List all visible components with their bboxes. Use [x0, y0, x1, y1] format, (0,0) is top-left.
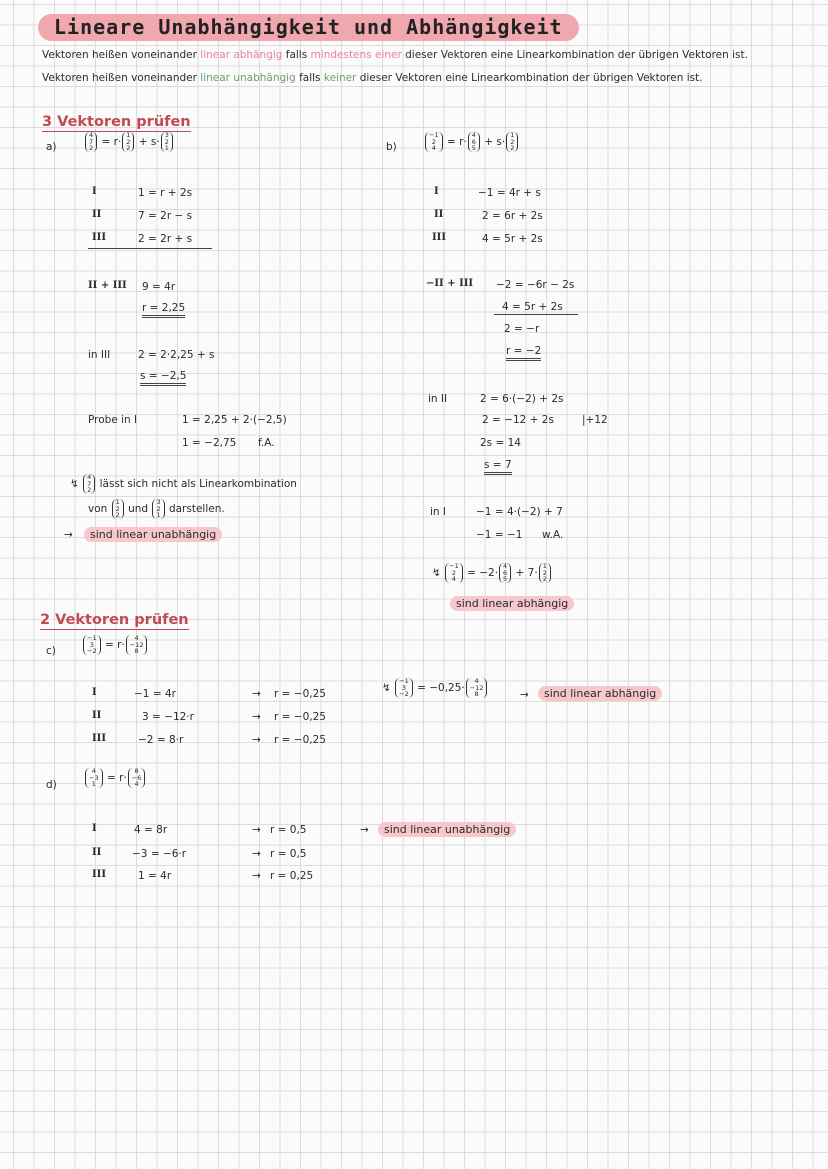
step-label: in I [430, 506, 447, 518]
intro-text: falls [295, 72, 324, 84]
arrow-icon: → [252, 734, 261, 746]
vector: 4 −12 8 [466, 678, 488, 698]
equation: 2 = −r [504, 323, 540, 335]
equation: −2 = 8·r [138, 734, 184, 746]
equation: 1 = r + 2s [138, 187, 193, 199]
arrow-icon: → [252, 848, 261, 860]
row-label: I [92, 687, 97, 698]
scalar-r: = r· [104, 638, 125, 651]
equation-result: r = −0,25 [274, 711, 326, 723]
step-label: in III [88, 349, 111, 361]
scalar-s: + s· [484, 135, 506, 148]
probe-label: Probe in I [88, 414, 138, 426]
row-label: III [432, 232, 447, 243]
vector: 1 2 2 [122, 132, 134, 152]
arrow-icon: → [252, 688, 261, 700]
equation: 2 = 2r + s [138, 233, 193, 245]
equation: 2 = 6r + 2s [482, 210, 543, 222]
equation-result: r = 0,5 [270, 848, 307, 860]
conclusion-a-line2 [88, 499, 225, 519]
verdict: w.A. [542, 529, 564, 541]
scalar-r: r· [459, 135, 467, 148]
task-a-equation [84, 132, 174, 152]
scalar-r: r· [113, 135, 122, 148]
row-label: III [92, 733, 107, 744]
equation-result: r = −0,25 [274, 688, 326, 700]
row-label: I [92, 823, 97, 834]
vector: −1 2 4 [425, 132, 443, 152]
equation: −2 = −6r − 2s [496, 279, 575, 291]
vector: 4 −12 8 [126, 635, 148, 655]
equation: 2s = 14 [480, 437, 521, 449]
vector: 3 2 1 [152, 499, 164, 519]
result: r = 2,25 [142, 301, 185, 318]
vector: 3 2 1 [161, 132, 173, 152]
verdict: f.A. [258, 437, 275, 449]
term-linear-independent: linear unabhängig [200, 72, 296, 84]
row-label: III [92, 869, 107, 880]
intro-text: Vektoren heißen voneinander [42, 72, 201, 84]
task-b-label: b) [386, 141, 397, 153]
arrow-icon: → [252, 711, 261, 723]
arrow-icon: → [252, 870, 261, 882]
step-label: −II + III [426, 278, 474, 289]
conclusion-text: von [88, 502, 108, 515]
row-label: II [92, 209, 102, 220]
equation: −1 = −1 [476, 529, 523, 541]
equals: = [101, 135, 111, 148]
result-badge: sind linear abhängig [450, 596, 574, 611]
conclusion-c [382, 678, 488, 698]
equation: 1 = 2,25 + 2·(−2,5) [182, 414, 287, 426]
contradiction-icon: ↯ [432, 566, 441, 579]
operation-note: |+12 [582, 414, 608, 426]
result-badge: sind linear abhängig [538, 686, 662, 701]
vector: 1 2 2 [112, 499, 124, 519]
contradiction-icon: ↯ [70, 477, 79, 490]
intro-text: falls [282, 49, 311, 61]
equation: 4 = 5r + 2s [502, 301, 563, 313]
result-badge: sind linear unabhängig [378, 822, 516, 837]
conclusion-a [70, 474, 297, 494]
conclusion-text: darstellen. [168, 502, 225, 515]
arrow-icon: → [360, 824, 369, 836]
definition-dependent [42, 48, 748, 62]
term-none: keiner [323, 72, 357, 84]
vector: −1 2 4 [445, 563, 463, 583]
conclusion-b [432, 563, 552, 583]
equation: 3 = −12·r [142, 711, 194, 723]
vector: 1 2 2 [506, 132, 518, 152]
equation: −1 = 4·(−2) + 7 [476, 506, 563, 518]
row-label: II [92, 710, 102, 721]
vector: −1 3 −2 [395, 678, 413, 698]
section-heading-2-vectors: 2 Vektoren prüfen [40, 612, 189, 628]
equation: 2 = −12 + 2s [482, 414, 554, 426]
vector: 4 −3 1 [85, 768, 103, 788]
arrow-icon: → [520, 689, 529, 701]
row-label: III [92, 232, 107, 243]
vector: 4 6 5 [499, 563, 511, 583]
equation-result: r = 0,25 [270, 870, 314, 882]
equation-result: r = 0,5 [270, 824, 307, 836]
task-a-label: a) [46, 141, 57, 153]
task-d-equation [84, 768, 146, 788]
equation: 4 = 8r [134, 824, 168, 836]
equation: 7 = 2r − s [138, 210, 193, 222]
contradiction-icon: ↯ [382, 681, 391, 694]
task-d-label: d) [46, 779, 57, 791]
divider [88, 248, 212, 249]
row-label: I [92, 186, 97, 197]
arrow-icon: → [64, 529, 73, 541]
result: r = −2 [506, 344, 541, 361]
section-heading-3-vectors: 3 Vektoren prüfen [42, 114, 191, 130]
vector: 4 6 5 [468, 132, 480, 152]
intro-text: dieser Vektoren eine Linearkombination der übrigen Vektoren ist. [356, 72, 703, 84]
task-c-equation [82, 635, 148, 655]
scalar: = −0,25· [417, 681, 465, 694]
scalar-s: + s· [138, 135, 160, 148]
equation: 9 = 4r [142, 281, 176, 293]
scalar-r: = r· [106, 771, 127, 784]
step-label: in II [428, 393, 448, 405]
intro-text: dieser Vektoren eine Linearkombination der übrigen Vektoren ist. [401, 49, 748, 61]
vector: −1 3 −2 [83, 635, 101, 655]
arrow-icon: → [252, 824, 261, 836]
task-b-equation [424, 132, 519, 152]
vector: 4 7 2 [85, 132, 97, 152]
divider [494, 314, 578, 315]
equation: 1 = −2,75 [182, 437, 237, 449]
equation: −1 = 4r [134, 688, 176, 700]
definition-independent [42, 71, 703, 85]
row-label: I [434, 186, 439, 197]
conclusion-text: lässt sich nicht als Linearkombination [99, 477, 297, 490]
term-linear-dependent: linear abhängig [200, 49, 283, 61]
scalar: = −2· [467, 566, 499, 579]
result: s = 7 [484, 458, 512, 475]
result: s = −2,5 [140, 369, 186, 386]
scalar: + 7· [515, 566, 538, 579]
task-c-label: c) [46, 645, 56, 657]
vector: 1 2 2 [539, 563, 551, 583]
equals: = [446, 135, 456, 148]
step-label: II + III [88, 280, 127, 291]
equation: 4 = 5r + 2s [482, 233, 543, 245]
equation: −3 = −6·r [132, 848, 187, 860]
equation: 2 = 2·2,25 + s [138, 349, 215, 361]
intro-text: Vektoren heißen voneinander [42, 49, 201, 61]
equation: −1 = 4r + s [478, 187, 541, 199]
result-badge: sind linear unabhängig [84, 527, 222, 542]
vector: 8 −6 4 [128, 768, 146, 788]
equation-result: r = −0,25 [274, 734, 326, 746]
conclusion-text: und [128, 502, 149, 515]
row-label: II [92, 847, 102, 858]
equation: 2 = 6·(−2) + 2s [480, 393, 564, 405]
page-title: Lineare Unabhängigkeit und Abhängigkeit [38, 14, 579, 41]
vector: 4 7 2 [83, 474, 95, 494]
equation: 1 = 4r [138, 870, 172, 882]
term-at-least-one: mindestens einer [310, 49, 402, 61]
row-label: II [434, 209, 444, 220]
